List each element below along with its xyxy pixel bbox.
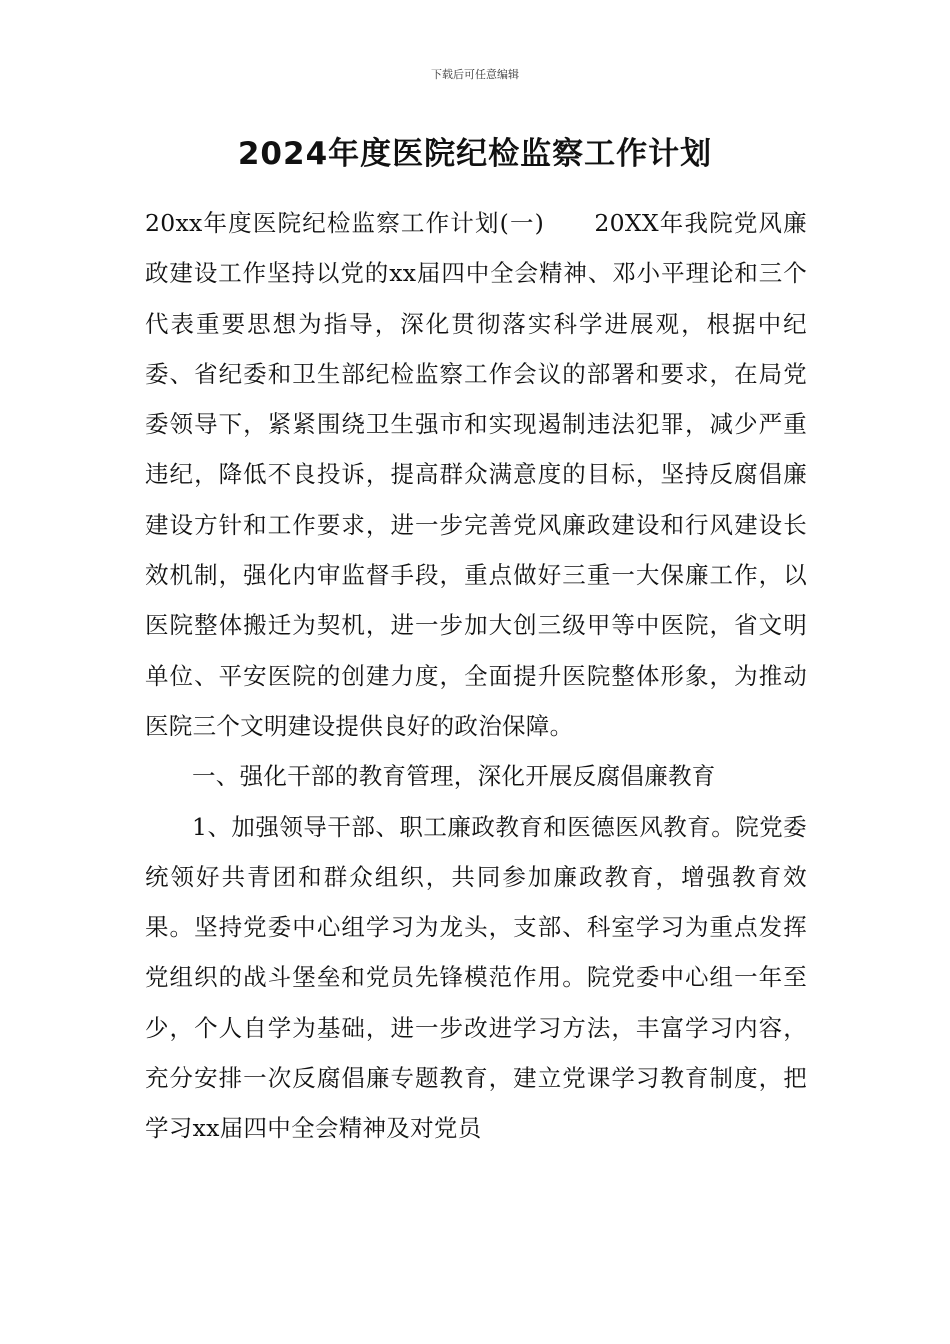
header-note: 下载后可任意编辑 — [431, 68, 519, 81]
document-title: 2024年度医院纪检监察工作计划 — [237, 136, 713, 172]
section-paragraph: 1、加强领导干部、职工廉政教育和医德医风教育。院党委统领好共青团和群众组织，共同参加廉政教育，增强教育效果。坚持党委中心组学习为龙头，支部、科室学习为重点发挥党组织的战斗堡垒和党员先锋模范作用。院党委中心组一年至少，个人自学为基础，进一步改进学习方法，丰富学习内容，充分安排一次反腐倡廉专题教育，建立党课学习教育制度，把学习xx届四中全会精神及对党员 — [145, 812, 807, 1143]
intro-paragraph: 20xx年度医院纪检监察工作计划(一) 20XX年我院党风廉政建设工作坚持以党的xx届四中全会精神、邓小平理论和三个代表重要思想为指导，深化贯彻落实科学进展观，根据中纪委、省纪委和卫生部纪检监察工作会议的部署和要求，在局党委领导下，紧紧围绕卫生强市和实现遏制违法犯罪，减少严重违纪，降低不良投诉，提高群众满意度的目标，坚持反腐倡廉建设方针和工作要求，进一步完善党风廉政建设和行风建设长效机制，强化内审监督手段，重点做好三重一大保廉工作，以医院整体搬迁为契机，进一步加大创三级甲等中医院，省文明单位、平安医院的创建力度，全面提升医院整体形象，为推动医院三个文明建设提供良好的政治保障。 — [145, 209, 807, 740]
section-heading: 一、强化干部的教育管理，深化开展反腐倡廉教育 — [192, 762, 716, 791]
document-body — [145, 198, 807, 1154]
